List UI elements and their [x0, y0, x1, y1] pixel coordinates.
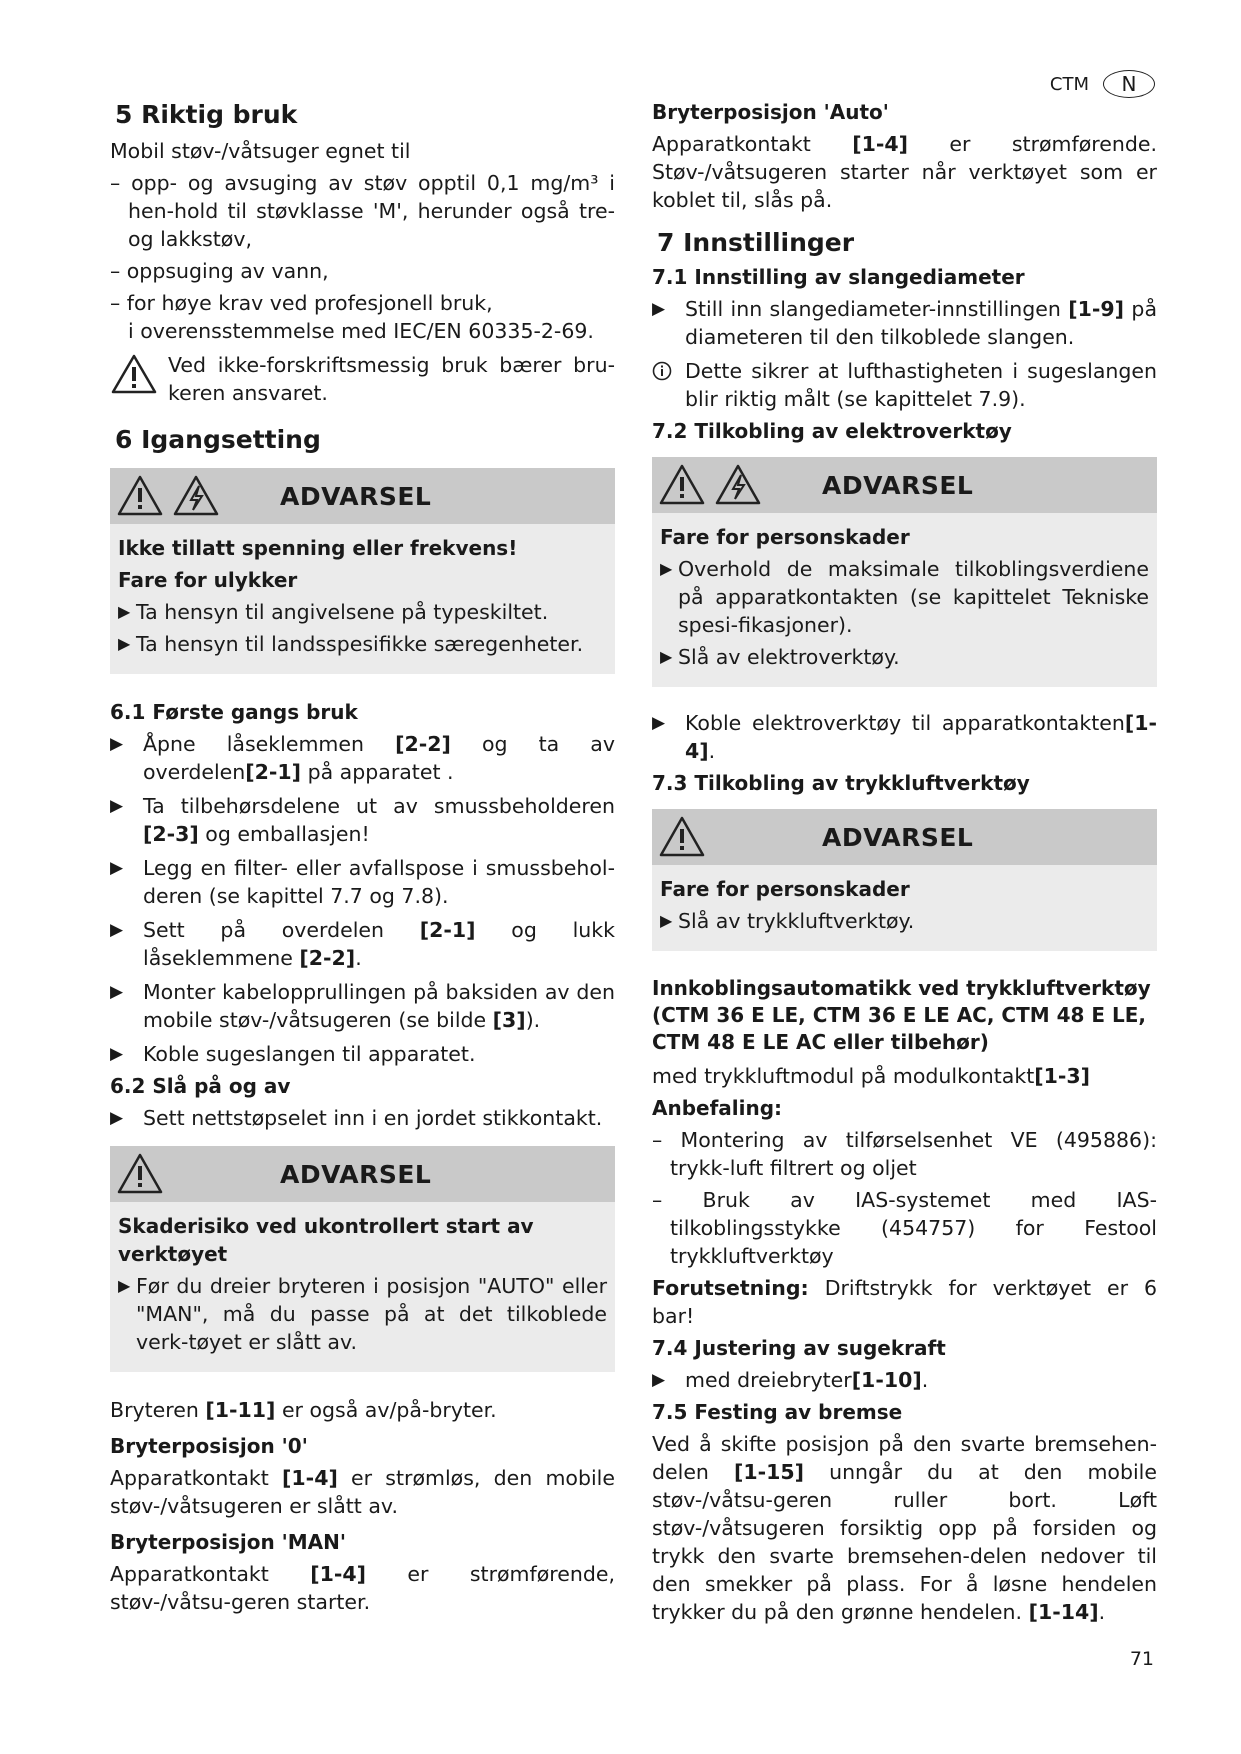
- warning-box-title: ADVARSEL: [822, 470, 974, 500]
- list-item: ▶ Sett nettstøpselet inn i en jordet stikkontakt.: [110, 1106, 603, 1130]
- section-6-2-title: 6.2 Slå på og av: [110, 1074, 291, 1098]
- section-7-title: 7 Innstillinger: [657, 228, 855, 257]
- auto-switch-title: Innkoblingsautomatikk ved trykkluftverktøy (CTM 36 E LE, CTM 36 E LE AC, CTM 48 E LE, CTM 48 E LE AC eller tilbehør): [652, 976, 1151, 1054]
- list-item: ▶ Koble elektroverktøy til apparatkontakten[1-4].: [652, 711, 1157, 763]
- warning-strong: Fare for personskader: [660, 525, 910, 549]
- requirement: Forutsetning: Driftstrykk for verktøyet er 6 bar!: [652, 1276, 1157, 1328]
- warning-triangle-icon: [110, 353, 158, 395]
- section-6-1-title: 6.1 Første gangs bruk: [110, 700, 358, 724]
- header-label: CTM: [1049, 73, 1089, 95]
- bullet-arrow-icon: ▶: [652, 1370, 666, 1390]
- bullet-arrow-icon: ▶: [110, 920, 124, 940]
- warning-box-start: [110, 1146, 615, 1372]
- warning-box-title: ADVARSEL: [280, 1159, 432, 1189]
- list-item: ▶ med dreiebryter[1-10].: [652, 1368, 929, 1392]
- bullet-arrow-icon: ▶: [110, 1044, 124, 1064]
- bullet-arrow-icon: ▶: [652, 299, 666, 319]
- list-item: ▶ Still inn slangediameter-innstillingen [1-9] på diameteren til den tilkoblede slangen.: [652, 297, 1158, 349]
- section-7-2-title: 7.2 Tilkobling av elektroverktøy: [652, 419, 1012, 443]
- s5-dash-3: – for høye krav ved profesjonell bruk,: [110, 291, 493, 315]
- recommendation-item: – Bruk av IAS-systemet med IAS-tilkoblingsstykke (454757) for Festool trykkluftverktøy: [652, 1188, 1157, 1268]
- posauto-text: Apparatkontakt [1-4] er strømførende. Støv-/våtsugeren starter når verktøyet som er koblet til, slås på.: [652, 132, 1158, 212]
- section-6-title: 6 Igangsetting: [115, 425, 321, 454]
- section-7-4-title: 7.4 Justering av sugekraft: [652, 1336, 946, 1360]
- warning-box-header: [652, 457, 1157, 513]
- section-7-3-title: 7.3 Tilkobling av trykkluftverktøy: [652, 771, 1030, 795]
- warning-box-electric: [652, 457, 1157, 687]
- warning-box-title: ADVARSEL: [280, 481, 432, 511]
- section-7-1-title: 7.1 Innstilling av slangediameter: [652, 265, 1025, 289]
- section-5-title: 5 Riktig bruk: [115, 100, 298, 129]
- posman-title: Bryterposisjon 'MAN': [110, 1530, 347, 1554]
- info-icon: [652, 361, 672, 381]
- warning-item: ▶ Ta hensyn til angivelsene på typeskiltet.: [118, 600, 549, 624]
- warning-strong-1: Ikke tillatt spenning eller frekvens!: [118, 536, 518, 560]
- warning-box-pneumatic: [652, 809, 1157, 951]
- list-item: ▶ Monter kabelopprullingen på baksiden av den mobile støv-/våtsugeren (se bilde [3]).: [110, 980, 615, 1032]
- left-column: [110, 100, 615, 1620]
- warning-strong-2: Fare for ulykker: [118, 568, 298, 592]
- bullet-arrow-icon: ▶: [110, 982, 124, 1002]
- warning-triangle-icon: [658, 815, 706, 859]
- warning-box-header: [110, 468, 615, 524]
- bullet-arrow-icon: ▶: [652, 713, 666, 733]
- warning-triangle-icon: [658, 463, 706, 507]
- posman-text: Apparatkontakt [1-4] er strømførende, støv-/våtsu-geren starter.: [110, 1562, 616, 1614]
- bullet-arrow-icon: ▶: [110, 796, 124, 816]
- warning-box-voltage: [110, 468, 615, 674]
- pos0-title: Bryterposisjon '0': [110, 1434, 308, 1458]
- bullet-arrow-icon: ▶: [110, 858, 124, 878]
- section-7-5-title: 7.5 Festing av bremse: [652, 1400, 903, 1424]
- warning-strong: Fare for personskader: [660, 877, 910, 901]
- language-badge: N: [1103, 70, 1155, 98]
- warning-item: ▶ Slå av elektroverktøy.: [660, 645, 900, 669]
- s5-dash-1: – opp- og avsuging av støv opptil 0,1 mg/m³ i hen-hold til støvklasse 'M', herunder også tre- og lakkstøv,: [110, 171, 615, 251]
- page-header: [1050, 70, 1155, 98]
- s5-dash-3-cont: i overensstemmelse med IEC/EN 60335-2-69.: [128, 319, 594, 343]
- warning-triangle-icon: [116, 474, 164, 518]
- misuse-warning: [110, 351, 615, 411]
- list-item: ▶ Åpne låseklemmen [2-2] og ta av overdelen[2-1] på apparatet .: [110, 732, 615, 784]
- list-item: ▶ Legg en filter- eller avfallspose i smussbehol-deren (se kapittel 7.7 og 7.8).: [110, 856, 615, 908]
- warning-strong: Skaderisiko ved ukontrollert start av verktøyet: [118, 1214, 534, 1266]
- posauto-title: Bryterposisjon 'Auto': [652, 100, 889, 124]
- brake-text: Ved å skifte posisjon på den svarte bremsehen-delen [1-15] unngår du at den mobile støv-/våtsu-geren ruller bort. Løft støv-/våtsugeren forsiktig opp på forsiden og trykk den svarte bremsehen-delen nedover til den smekker på plass. For å løsne hendelen trykker du på den grønne hendelen. [1-14].: [652, 1432, 1157, 1624]
- warning-box-title: ADVARSEL: [822, 822, 974, 852]
- warning-item: ▶ Overhold de maksimale tilkoblingsverdiene på apparatkontakten (se kapittelet Tekniske spesi-fikasjoner).: [660, 557, 1149, 637]
- switch-text: Bryteren [1-11] er også av/på-bryter.: [110, 1398, 497, 1422]
- list-item: ▶ Koble sugeslangen til apparatet.: [110, 1042, 476, 1066]
- page-number: 71: [1129, 1648, 1154, 1670]
- right-column: [652, 100, 1157, 1630]
- info-note: Dette sikrer at lufthastigheten i sugeslangen blir riktig målt (se kapittelet 7.9).: [652, 357, 1157, 413]
- s5-dash-2: – oppsuging av vann,: [110, 259, 329, 283]
- recommendation-item: – Montering av tilførselsenhet VE (495886): trykk-luft filtrert og oljet: [652, 1128, 1157, 1180]
- warning-item: ▶ Før du dreier bryteren i posisjon "AUTO" eller "MAN", må du passe på at det tilkoblede verk-tøyet er slått av.: [118, 1274, 607, 1354]
- warning-item: ▶ Slå av trykkluftverktøy.: [660, 909, 915, 933]
- auto-switch-text: med trykkluftmodul på modulkontakt[1-3]: [652, 1064, 1091, 1088]
- misuse-warning-text: Ved ikke-forskriftsmessig bruk bærer bru-keren ansvaret.: [168, 353, 615, 405]
- warning-box-header: [110, 1146, 615, 1202]
- s5-intro: Mobil støv-/våtsuger egnet til: [110, 139, 411, 163]
- list-item: ▶ Ta tilbehørsdelene ut av smussbeholderen [2-3] og emballasjen!: [110, 794, 615, 846]
- recommendation-title: Anbefaling:: [652, 1096, 783, 1120]
- bullet-arrow-icon: ▶: [110, 734, 124, 754]
- electric-hazard-icon: [714, 463, 762, 507]
- warning-triangle-icon: [116, 1152, 164, 1196]
- bullet-arrow-icon: ▶: [110, 1108, 124, 1128]
- electric-hazard-icon: [172, 474, 220, 518]
- pos0-text: Apparatkontakt [1-4] er strømløs, den mobile støv-/våtsugeren er slått av.: [110, 1466, 615, 1518]
- warning-box-header: [652, 809, 1157, 865]
- list-item: ▶ Sett på overdelen [2-1] og lukk låseklemmene [2-2].: [110, 918, 615, 970]
- warning-item: ▶ Ta hensyn til landsspesifikke særegenheter.: [118, 632, 584, 656]
